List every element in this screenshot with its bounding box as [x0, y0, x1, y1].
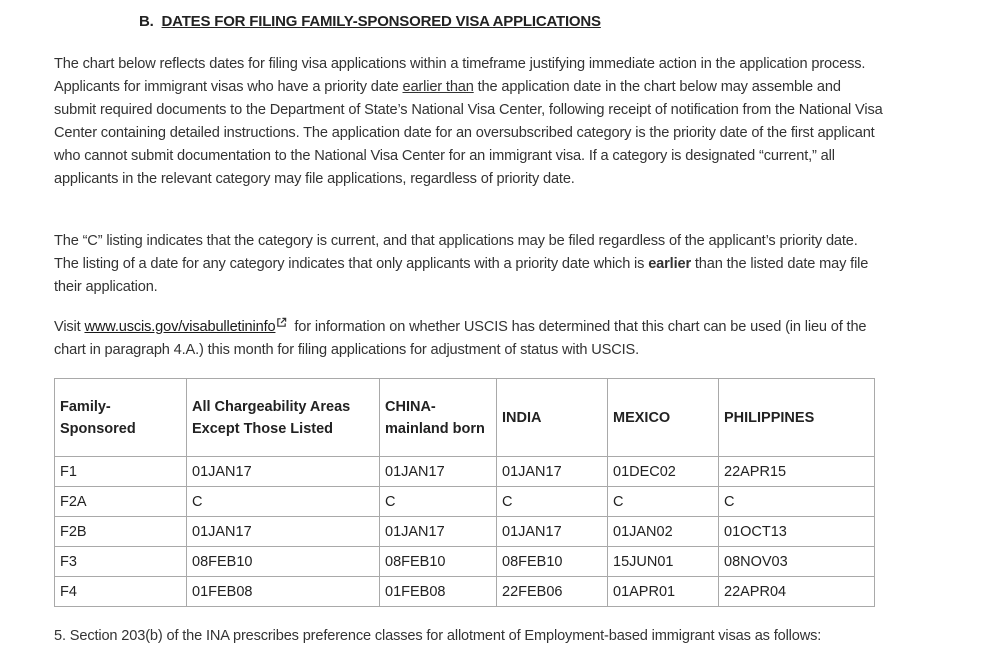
bold-earlier: earlier	[648, 256, 691, 272]
table-header-row	[55, 379, 875, 457]
cell-mexico: 01DEC02	[608, 457, 719, 487]
row-category: F3	[55, 547, 187, 577]
cell-china: 01FEB08	[380, 577, 497, 607]
section-title: DATES FOR FILING FAMILY-SPONSORED VISA APPLICATIONS	[161, 13, 601, 30]
row-category: F1	[55, 457, 187, 487]
cell-china: 01JAN17	[380, 517, 497, 547]
section-heading	[139, 13, 601, 30]
row-category: F4	[55, 577, 187, 607]
header-india: INDIA	[497, 379, 608, 457]
paragraph-current-listing: The “C” listing indicates that the category is current, and that applications may be filed regardless of the applicant’s priority date. The listing of a date for any category indicates that only applicants with a priority date which is earlier than the listed date may file their application.	[54, 233, 869, 295]
cell-india: C	[497, 487, 608, 517]
cell-all-chargeability: 01FEB08	[187, 577, 380, 607]
cell-philippines: 01OCT13	[719, 517, 875, 547]
row-category: F2A	[55, 487, 187, 517]
cell-philippines: 22APR04	[719, 577, 875, 607]
cell-india: 01JAN17	[497, 517, 608, 547]
cell-india: 22FEB06	[497, 577, 608, 607]
cell-mexico: 15JUN01	[608, 547, 719, 577]
table-row	[55, 457, 875, 487]
cell-india: 01JAN17	[497, 457, 608, 487]
table-row	[55, 517, 875, 547]
cell-india: 08FEB10	[497, 547, 608, 577]
cell-philippines: 08NOV03	[719, 547, 875, 577]
cell-mexico: C	[608, 487, 719, 517]
cell-all-chargeability: 01JAN17	[187, 457, 380, 487]
external-link-icon	[276, 317, 287, 328]
cell-mexico: 01APR01	[608, 577, 719, 607]
cell-all-chargeability: 08FEB10	[187, 547, 380, 577]
header-mexico: MEXICO	[608, 379, 719, 457]
table-row	[55, 487, 875, 517]
cell-all-chargeability: C	[187, 487, 380, 517]
paragraph-dates-explanation: The chart below reflects dates for filing visa applications within a timeframe justifying immediate action in the application process. Applicants for immigrant visas who have a priority date earlier than the application date in the chart below may assemble and submit required documents to the Department of State’s National Visa Center, following receipt of notification from the National Visa Center containing detailed instructions. The application date for an oversubscribed category is the priority date of the first applicant who cannot submit documentation to the National Visa Center for an immigrant visa. If a category is designated “current,” all applicants in the relevant category may file applications, regardless of priority date.	[54, 56, 883, 187]
header-family-sponsored: Family-Sponsored	[55, 379, 187, 457]
header-philippines: PHILIPPINES	[719, 379, 875, 457]
cell-china: C	[380, 487, 497, 517]
paragraph-section-203b: 5. Section 203(b) of the INA prescribes preference classes for allotment of Employment-based immigrant visas as follows:	[54, 628, 822, 644]
cell-philippines: C	[719, 487, 875, 517]
cell-philippines: 22APR15	[719, 457, 875, 487]
underlined-earlier-than: earlier than	[402, 79, 474, 95]
table-row	[55, 577, 875, 607]
paragraph-uscis-visit: Visit www.uscis.gov/visabulletininfo for information on whether USCIS has determined that this chart can be used (in lieu of the chart in paragraph 4.A.) this month for filing applications for adjustment of status with USCIS.	[54, 319, 867, 358]
uscis-link[interactable]: www.uscis.gov/visabulletininfo	[84, 319, 276, 335]
table-row	[55, 547, 875, 577]
cell-china: 08FEB10	[380, 547, 497, 577]
header-china: CHINA-mainland born	[380, 379, 497, 457]
cell-all-chargeability: 01JAN17	[187, 517, 380, 547]
header-all-chargeability: All Chargeability Areas Except Those Listed	[187, 379, 380, 457]
cell-china: 01JAN17	[380, 457, 497, 487]
row-category: F2B	[55, 517, 187, 547]
cell-mexico: 01JAN02	[608, 517, 719, 547]
family-sponsored-dates-table	[54, 378, 875, 607]
section-prefix: B.	[139, 13, 154, 30]
